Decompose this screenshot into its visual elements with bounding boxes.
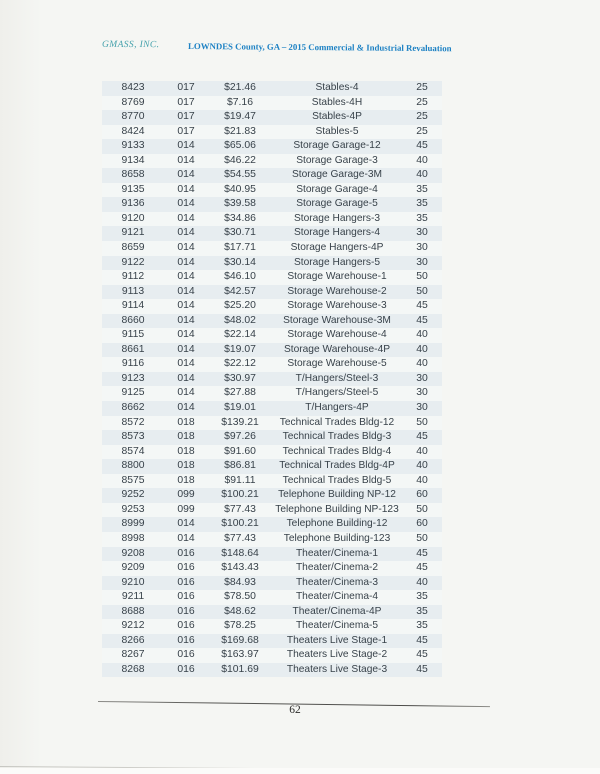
grade-cell: 50 (416, 532, 428, 544)
description-cell: Telephone Building NP-123 (275, 503, 399, 515)
table-row (102, 125, 442, 140)
grade-cell: 35 (416, 198, 428, 210)
description-cell: Storage Garage-5 (296, 198, 378, 210)
table-row (102, 474, 442, 489)
table-row (102, 401, 442, 416)
grade-cell: 45 (416, 547, 428, 559)
table-row (102, 299, 442, 314)
rate-cell: $21.83 (224, 125, 256, 137)
grade-cell: 30 (416, 387, 428, 399)
class-cell: 099 (177, 489, 195, 501)
table-row (102, 183, 442, 198)
rate-cell: $91.11 (224, 474, 256, 486)
rate-cell: $100.21 (221, 489, 259, 501)
table-row (102, 648, 442, 663)
grade-cell: 40 (416, 474, 428, 486)
table-row (102, 241, 442, 256)
grade-cell: 50 (416, 503, 428, 515)
class-cell: 016 (177, 562, 195, 574)
grade-cell: 40 (416, 154, 428, 166)
table-row (102, 226, 442, 241)
code-cell: 9212 (121, 620, 145, 632)
class-cell: 014 (177, 169, 195, 181)
grade-cell: 45 (416, 140, 428, 152)
grade-cell: 25 (416, 125, 428, 137)
table-row (102, 619, 442, 634)
grade-cell: 50 (416, 285, 428, 297)
grade-cell: 45 (416, 431, 428, 443)
table-row (102, 314, 442, 329)
class-cell: 016 (177, 591, 195, 603)
grade-cell: 50 (416, 271, 428, 283)
class-cell: 017 (177, 125, 195, 137)
grade-cell: 60 (416, 489, 428, 501)
class-cell: 017 (177, 111, 195, 123)
description-cell: Technical Trades Bldg-4P (279, 460, 395, 472)
grade-cell: 35 (416, 620, 428, 632)
description-cell: T/Hangers/Steel-5 (295, 387, 379, 399)
code-cell: 8662 (121, 402, 145, 414)
code-cell: 9134 (121, 154, 145, 166)
rate-cell: $97.26 (224, 431, 256, 443)
rate-cell: $21.46 (224, 82, 256, 93)
description-cell: Storage Warehouse-5 (287, 358, 387, 370)
rate-cell: $139.21 (221, 416, 259, 428)
rate-cell: $48.02 (224, 314, 256, 326)
table-row (102, 532, 442, 547)
grade-cell: 45 (416, 300, 428, 312)
rate-cell: $100.21 (221, 518, 259, 530)
class-cell: 018 (177, 431, 195, 443)
grade-cell: 45 (416, 314, 428, 326)
table-row (102, 81, 442, 96)
grade-cell: 25 (416, 111, 428, 123)
rate-cell: $54.55 (224, 169, 256, 181)
description-cell: Theaters Live Stage-2 (286, 649, 388, 661)
code-cell: 9114 (121, 300, 145, 312)
rate-cell: $169.68 (221, 634, 259, 646)
description-cell: Storage Warehouse-3 (287, 300, 387, 312)
class-cell: 017 (177, 96, 195, 108)
rate-cell: $77.43 (224, 532, 256, 544)
description-cell: Telephone Building-123 (283, 532, 391, 544)
grade-cell: 45 (416, 634, 428, 646)
class-cell: 016 (177, 634, 195, 646)
code-cell: 9122 (121, 256, 145, 268)
rate-cell: $78.25 (224, 620, 256, 632)
code-cell: 8661 (121, 343, 145, 355)
code-cell: 9123 (121, 372, 145, 384)
grade-cell: 35 (416, 605, 428, 617)
description-cell: Storage Garage-3M (291, 169, 383, 181)
rate-cell: $48.62 (224, 605, 256, 617)
rate-cell: $39.58 (224, 198, 256, 210)
description-cell: Stables-4 (315, 82, 359, 93)
description-cell: Storage Garage-4 (296, 183, 378, 195)
description-cell: Storage Warehouse-4P (283, 343, 391, 355)
code-cell: 8998 (121, 532, 145, 544)
table-row (102, 372, 442, 387)
class-cell: 014 (177, 300, 195, 312)
table-row (102, 459, 442, 474)
table-row (102, 663, 442, 678)
description-cell: Technical Trades Bldg-4 (282, 445, 392, 457)
description-cell: Storage Warehouse-3M (283, 314, 391, 326)
description-cell: Storage Warehouse-1 (287, 271, 387, 283)
code-cell: 9113 (121, 285, 145, 297)
code-cell: 8658 (121, 169, 145, 181)
rate-cell: $143.43 (221, 562, 259, 574)
grade-cell: 40 (416, 343, 428, 355)
grade-cell: 30 (416, 227, 428, 239)
code-cell: 9116 (121, 358, 145, 370)
rate-cell: $19.07 (224, 343, 256, 355)
description-cell: Technical Trades Bldg-3 (282, 431, 392, 443)
table-row (102, 445, 442, 460)
rate-cell: $40.95 (224, 183, 256, 195)
grade-cell: 40 (416, 576, 428, 588)
class-cell: 014 (177, 329, 195, 341)
rate-cell: $34.86 (224, 212, 256, 224)
table-row (102, 547, 442, 562)
description-cell: T/Hangers-4P (305, 402, 369, 414)
grade-cell: 60 (416, 518, 428, 530)
scan-left-shade (0, 0, 42, 774)
description-cell: Storage Hangers-4 (293, 227, 381, 239)
table-row (102, 590, 442, 605)
code-cell: 8769 (121, 96, 145, 108)
class-cell: 014 (177, 227, 195, 239)
code-cell: 8688 (121, 605, 145, 617)
table-row (102, 328, 442, 343)
grade-cell: 40 (416, 329, 428, 341)
class-cell: 017 (177, 82, 195, 93)
code-cell: 8660 (121, 314, 145, 326)
grade-cell: 40 (416, 169, 428, 181)
description-cell: Storage Garage-3 (296, 154, 378, 166)
class-cell: 014 (177, 271, 195, 283)
table-row (102, 270, 442, 285)
rate-cell: $101.69 (221, 663, 259, 675)
rate-cell: $30.14 (224, 256, 256, 268)
rate-cell: $22.12 (224, 358, 256, 370)
table-row (102, 430, 442, 445)
description-cell: Storage Garage-12 (293, 140, 381, 152)
rate-cell: $19.47 (224, 111, 256, 123)
rate-cell: $19.01 (224, 402, 256, 414)
grade-cell: 40 (416, 445, 428, 457)
grade-cell: 25 (416, 96, 428, 108)
rate-cell: $78.50 (224, 591, 256, 603)
description-cell: Storage Hangers-4P (290, 242, 384, 254)
description-cell: Technical Trades Bldg-5 (282, 474, 392, 486)
table-row (102, 168, 442, 183)
class-cell: 014 (177, 285, 195, 297)
code-cell: 8572 (121, 416, 145, 428)
rate-cell: $163.97 (221, 649, 259, 661)
code-cell: 9136 (121, 198, 145, 210)
code-cell: 9252 (121, 489, 145, 501)
class-cell: 099 (177, 503, 195, 515)
table-row (102, 386, 442, 401)
description-cell: Storage Warehouse-4 (287, 329, 387, 341)
class-cell: 018 (177, 445, 195, 457)
description-cell: Storage Hangers-5 (293, 256, 381, 268)
company-name: GMASS, INC. (101, 39, 160, 51)
rate-cell: $30.71 (224, 227, 256, 239)
description-cell: Storage Hangers-3 (293, 212, 381, 224)
table-row (102, 154, 442, 169)
table-row (102, 139, 442, 154)
grade-cell: 30 (416, 372, 428, 384)
description-cell: Telephone Building NP-12 (278, 489, 396, 501)
code-cell: 8266 (121, 634, 145, 646)
code-cell: 9210 (121, 576, 145, 588)
description-cell: Theater/Cinema-3 (295, 576, 379, 588)
code-cell: 9211 (121, 591, 145, 603)
rate-cell: $30.97 (224, 372, 256, 384)
table-row (102, 343, 442, 358)
code-cell: 9121 (121, 227, 145, 239)
rate-cell: $46.22 (224, 154, 256, 166)
description-cell: Stables-4P (312, 111, 362, 123)
code-cell: 9208 (121, 547, 145, 559)
report-title: LOWNDES County, GA – 2015 Commercial & Industrial Revaluation (187, 40, 452, 54)
description-cell: Theaters Live Stage-3 (286, 663, 388, 675)
grade-cell: 30 (416, 402, 428, 414)
class-cell: 014 (177, 198, 195, 210)
code-cell: 8423 (121, 82, 145, 93)
rate-cell: $46.10 (224, 271, 256, 283)
class-cell: 018 (177, 474, 195, 486)
rate-cell: $27.88 (224, 387, 256, 399)
class-cell: 014 (177, 387, 195, 399)
class-cell: 016 (177, 605, 195, 617)
class-cell: 014 (177, 140, 195, 152)
description-cell: Theater/Cinema-4 (295, 591, 379, 603)
class-cell: 014 (177, 212, 195, 224)
rate-table (102, 81, 442, 677)
description-cell: Stables-4H (311, 96, 363, 108)
table-row (102, 488, 442, 503)
rate-cell: $86.81 (224, 460, 256, 472)
class-cell: 014 (177, 242, 195, 254)
grade-cell: 30 (416, 242, 428, 254)
code-cell: 9133 (121, 140, 145, 152)
rate-cell: $42.57 (224, 285, 256, 297)
table-row (102, 96, 442, 111)
grade-cell: 40 (416, 460, 428, 472)
description-cell: Theaters Live Stage-1 (286, 634, 388, 646)
code-cell: 8267 (121, 649, 145, 661)
code-cell: 9125 (121, 387, 145, 399)
table-row (102, 256, 442, 271)
description-cell: Theater/Cinema-4P (292, 605, 382, 617)
table-row (102, 357, 442, 372)
table-row (102, 197, 442, 212)
description-cell: Telephone Building-12 (286, 518, 388, 530)
code-cell: 9135 (121, 183, 145, 195)
description-cell: Theater/Cinema-1 (295, 547, 379, 559)
grade-cell: 35 (416, 591, 428, 603)
class-cell: 016 (177, 547, 195, 559)
code-cell: 9120 (121, 212, 145, 224)
class-cell: 014 (177, 402, 195, 414)
code-cell: 8424 (121, 125, 145, 137)
rate-cell: $91.60 (224, 445, 256, 457)
code-cell: 8573 (121, 431, 145, 443)
table-row (102, 576, 442, 591)
table-row (102, 634, 442, 649)
code-cell: 8575 (121, 474, 145, 486)
page-number: 62 (289, 704, 301, 716)
rate-cell: $7.16 (226, 96, 253, 108)
grade-cell: 40 (416, 358, 428, 370)
code-cell: 9209 (121, 562, 145, 574)
table-row (102, 561, 442, 576)
rate-cell: $84.93 (224, 576, 256, 588)
table-row (102, 285, 442, 300)
table-row (102, 503, 442, 518)
table-row (102, 110, 442, 125)
description-cell: Technical Trades Bldg-12 (279, 416, 395, 428)
class-cell: 014 (177, 372, 195, 384)
code-cell: 8999 (121, 518, 145, 530)
rate-cell: $17.71 (224, 242, 256, 254)
grade-cell: 45 (416, 663, 428, 675)
grade-cell: 35 (416, 183, 428, 195)
class-cell: 014 (177, 314, 195, 326)
rate-cell: $22.14 (224, 329, 256, 341)
code-cell: 8268 (121, 663, 145, 675)
class-cell: 014 (177, 256, 195, 268)
grade-cell: 50 (416, 416, 428, 428)
table-row (102, 212, 442, 227)
code-cell: 8800 (121, 460, 145, 472)
rate-cell: $77.43 (224, 503, 256, 515)
class-cell: 016 (177, 576, 195, 588)
grade-cell: 30 (416, 256, 428, 268)
grade-cell: 25 (416, 82, 428, 93)
table-row (102, 605, 442, 620)
description-cell: Stables-5 (315, 125, 359, 137)
class-cell: 016 (177, 663, 195, 675)
class-cell: 016 (177, 649, 195, 661)
code-cell: 8574 (121, 445, 145, 457)
scan-bottom-edge (0, 766, 600, 772)
table-row (102, 416, 442, 431)
code-cell: 8770 (121, 111, 145, 123)
rate-cell: $148.64 (221, 547, 259, 559)
class-cell: 018 (177, 460, 195, 472)
class-cell: 016 (177, 620, 195, 632)
scan-below-edge (0, 768, 600, 774)
grade-cell: 45 (416, 562, 428, 574)
code-cell: 9253 (121, 503, 145, 515)
rate-cell: $65.06 (224, 140, 256, 152)
description-cell: Storage Warehouse-2 (287, 285, 387, 297)
description-cell: Theater/Cinema-5 (295, 620, 379, 632)
class-cell: 014 (177, 518, 195, 530)
class-cell: 014 (177, 154, 195, 166)
class-cell: 014 (177, 532, 195, 544)
code-cell: 9115 (121, 329, 145, 341)
table-row (102, 517, 442, 532)
rate-cell: $25.20 (224, 300, 256, 312)
grade-cell: 45 (416, 649, 428, 661)
class-cell: 014 (177, 358, 195, 370)
description-cell: T/Hangers/Steel-3 (295, 372, 379, 384)
class-cell: 014 (177, 183, 195, 195)
description-cell: Theater/Cinema-2 (295, 562, 379, 574)
class-cell: 018 (177, 416, 195, 428)
grade-cell: 35 (416, 212, 428, 224)
code-cell: 8659 (121, 242, 145, 254)
code-cell: 9112 (121, 271, 145, 283)
class-cell: 014 (177, 343, 195, 355)
